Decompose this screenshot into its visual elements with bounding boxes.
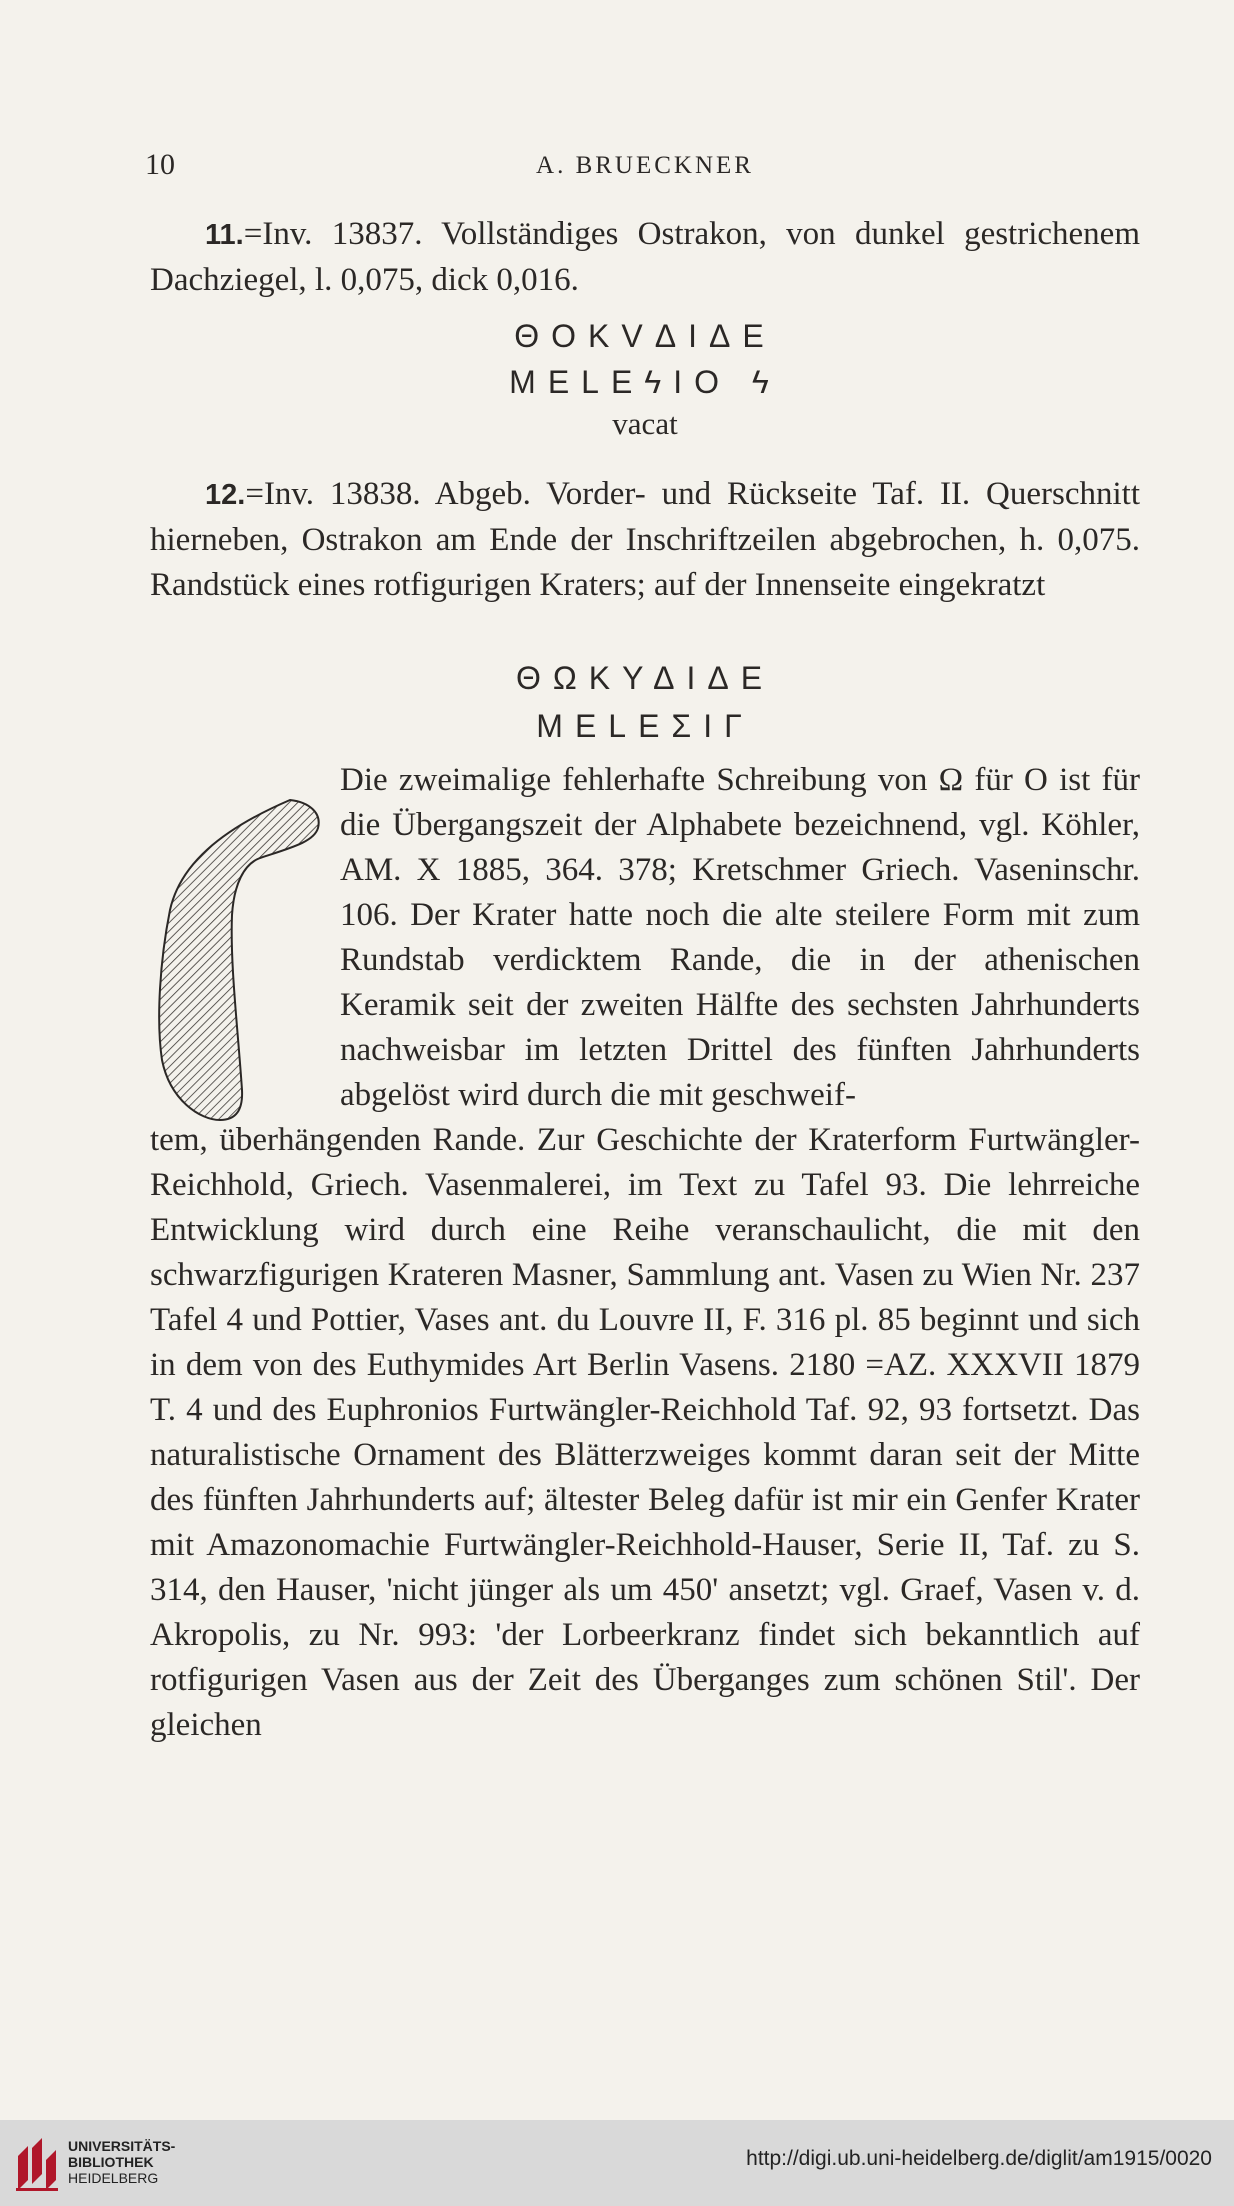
entry-text: =Inv. 13837. Vollständiges Ostrakon, von dunkel gestrichenem Dachziegel, l. 0,075, dick 0,016. <box>150 216 1140 298</box>
inscription-12-line-2: ΜΕLΕΣΙΓ <box>536 708 754 744</box>
entry-number: 11. <box>205 219 244 251</box>
krater-rim-cross-section-figure <box>140 790 330 1130</box>
running-head-author: A. BRUECKNER <box>536 152 754 179</box>
footer-bar <box>0 2120 1234 2206</box>
inscription-11-line-2: ΜΕLΕϟΙΟ ϟ <box>509 364 781 400</box>
page-header <box>145 148 1145 188</box>
library-name: UNIVERSITÄTS- BIBLIOTHEK HEIDELBERG <box>68 2138 176 2186</box>
entry-11 <box>150 212 1140 303</box>
entry-12 <box>150 472 1140 608</box>
entry-number: 12. <box>205 479 246 511</box>
page-number: 10 <box>145 148 175 181</box>
entry-text: =Inv. 13838. Abgeb. Vorder- und Rückseite Taf. II. Querschnitt hierneben, Ostrakon am Ende der Inschriftzeilen abgebrochen, h. 0,075. Randstück eines rotfigurigen Kraters; auf der Innenseite eingekratzt <box>150 476 1140 603</box>
inscription-12-line-1: ΘΩΚΥΔΙΔΕ <box>515 660 775 696</box>
source-url-link[interactable]: http://digi.ub.uni-heidelberg.de/diglit/am1915/0020 <box>746 2147 1212 2170</box>
university-library-logo-icon <box>14 2134 60 2194</box>
commentary-continued-text: tem, überhängenden Rande. Zur Geschichte der Kraterform Furtwängler-Reichhold, Griech. Vasenmalerei, im Text zu Tafel 93. Die lehrreiche Entwicklung wird durch eine Reihe veranschaulicht, die mit den schwarzfigurigen Krateren Masner, Sammlung ant. Vasen zu Wien Nr. 237 Tafel 4 und Pottier, Vases ant. du Louvre II, F. 316 pl. 85 beginnt und sich in dem von des Euthymides Art Berlin Vasens. 2180 =AZ. XXXVII 1879 T. 4 und des Euphronios Furtwängler-Reichhold Taf. 92, 93 fortsetzt. Das naturalistische Ornament des Blätterzweiges kommt daran seit der Mitte des fünften Jahrhunderts auf; ältester Beleg dafür ist mir ein Genfer Krater mit Amazonomachie Furtwängler-Reichhold-Hauser, Serie II, Taf. zu S. 314, den Hauser, 'nicht jünger als um 450' ansetzt; vgl. Graef, Vasen v. d. Akropolis, zu Nr. 993: 'der Lorbeerkranz findet sich bekanntlich auf rotfigurigen Vasen aus der Zeit des Überganges zum schönen Stil'. Der gleichen <box>150 1122 1140 1743</box>
commentary-wrapped-text: Die zweimalige fehlerhafte Schreibung von Ω für O ist für die Übergangszeit der Alphabete bezeichnend, vgl. Köhler, AM. X 1885, 364. 378; Kretschmer Griech. Vaseninschr. 106. Der Krater hatte noch die alte steilere Form mit zum Rundstab verdicktem Rande, die in der athenischen Keramik seit der zweiten Hälfte des sechsten Jahrhunderts nachweisbar im letzten Drittel des fünften Jahrhunderts abgelöst wird durch die mit geschweif- <box>340 762 1140 1113</box>
vacat-note: vacat <box>612 406 678 441</box>
inscription-11-line-1: ΘΟΚVΔΙΔΕ <box>514 318 776 354</box>
